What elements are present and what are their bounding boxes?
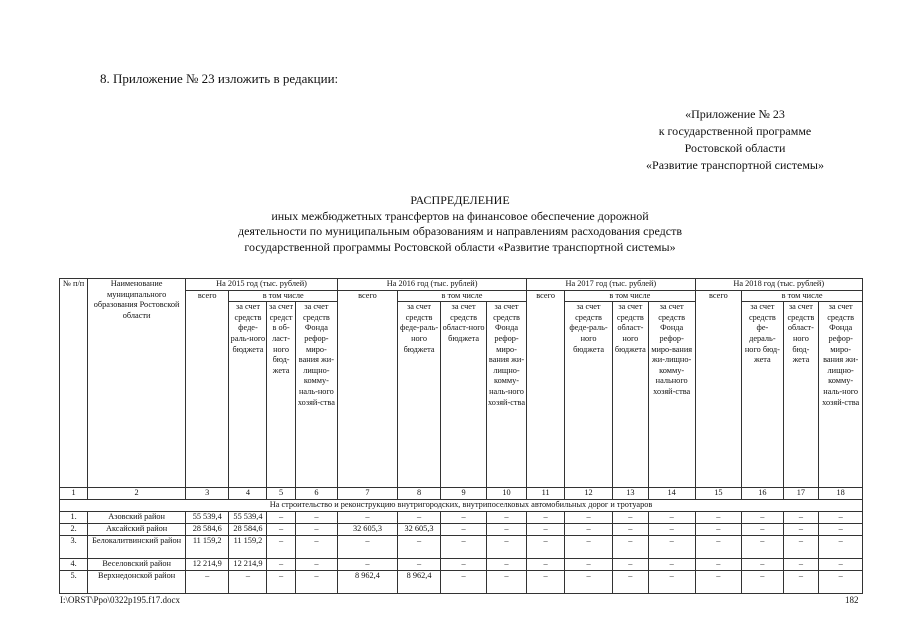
header-cell-including: в том числе (565, 290, 695, 302)
header-cell-including: в том числе (742, 290, 863, 302)
appendix-line: Ростовской области (684, 141, 786, 155)
value-cell: – (742, 524, 783, 536)
municipality-name-cell: Веселовский район (88, 559, 186, 571)
table-row (60, 512, 863, 524)
municipality-name-cell: Белокалитвинский район (88, 536, 186, 559)
value-cell: 28 584,6 (186, 524, 229, 536)
column-number: 1 (60, 488, 88, 500)
column-number: 14 (648, 488, 695, 500)
column-number-row (60, 488, 863, 500)
appendix-line: «Развитие транспортной системы» (646, 158, 824, 172)
value-cell: – (267, 559, 295, 571)
value-cell: – (527, 536, 565, 559)
value-cell: 12 214,9 (229, 559, 267, 571)
column-number: 3 (186, 488, 229, 500)
value-cell: 55 539,4 (229, 512, 267, 524)
section-row (60, 500, 863, 512)
value-cell: – (295, 524, 337, 536)
column-number: 4 (229, 488, 267, 500)
value-cell: – (565, 524, 613, 536)
value-cell: – (819, 536, 863, 559)
heading-line: деятельности по муниципальным образованиям и направлениям расходования средств (237, 224, 683, 238)
heading-title: РАСПРЕДЕЛЕНИЕ (410, 193, 510, 207)
value-cell: – (695, 536, 742, 559)
value-cell: – (397, 536, 440, 559)
value-cell: – (229, 571, 267, 594)
header-cell-year-2016: На 2016 год (тыс. рублей) (338, 279, 527, 291)
value-cell: – (441, 512, 487, 524)
value-cell: – (742, 536, 783, 559)
header-cell-year-2017: На 2017 год (тыс. рублей) (527, 279, 695, 291)
table-body (60, 512, 863, 594)
column-number: 8 (397, 488, 440, 500)
value-cell: – (565, 536, 613, 559)
header-row-years (60, 279, 863, 291)
row-number-cell: 4. (60, 559, 88, 571)
footer-page-number: 182 (845, 595, 859, 605)
header-cell-source: за счет средств фе-дераль-ного бюд-жета (742, 302, 783, 488)
table-row (60, 524, 863, 536)
value-cell: – (486, 559, 526, 571)
row-number-cell: 2. (60, 524, 88, 536)
appendix-reference (585, 106, 885, 174)
value-cell: – (648, 524, 695, 536)
value-cell: – (338, 536, 398, 559)
value-cell: – (527, 524, 565, 536)
value-cell: – (267, 571, 295, 594)
municipality-name-cell: Аксайский район (88, 524, 186, 536)
value-cell: – (648, 512, 695, 524)
document-heading (60, 193, 860, 255)
value-cell: – (648, 571, 695, 594)
value-cell: – (742, 512, 783, 524)
header-cell-source: за счет средств феде-раль-ного бюджета (397, 302, 440, 488)
value-cell: – (783, 536, 819, 559)
value-cell: – (527, 559, 565, 571)
value-cell: – (783, 571, 819, 594)
value-cell: – (819, 571, 863, 594)
value-cell: 32 605,3 (397, 524, 440, 536)
value-cell: 32 605,3 (338, 524, 398, 536)
value-cell: 12 214,9 (186, 559, 229, 571)
footer-file-path: I:\ORST\Ppo\0322p195.f17.docx (60, 595, 181, 605)
appendix-line: «Приложение № 23 (685, 107, 785, 121)
value-cell: – (486, 512, 526, 524)
column-number: 5 (267, 488, 295, 500)
value-cell: – (338, 512, 398, 524)
value-cell: – (695, 524, 742, 536)
header-cell-total: всего (338, 290, 398, 488)
value-cell: – (338, 559, 398, 571)
value-cell: – (648, 536, 695, 559)
header-cell-source: за счет средств област-ного бюд-жета (783, 302, 819, 488)
appendix-line: к государственной программе (658, 124, 812, 138)
column-number: 18 (819, 488, 863, 500)
header-cell-source: за счет средств феде-раль-ного бюджета (229, 302, 267, 488)
header-cell-total: всего (695, 290, 742, 488)
municipality-name-cell: Верхнедонской район (88, 571, 186, 594)
value-cell: – (295, 536, 337, 559)
value-cell: – (186, 571, 229, 594)
value-cell: – (695, 571, 742, 594)
value-cell: – (783, 524, 819, 536)
row-number-cell: 5. (60, 571, 88, 594)
row-number-cell: 3. (60, 536, 88, 559)
value-cell: – (565, 559, 613, 571)
table-row (60, 536, 863, 559)
value-cell: – (565, 571, 613, 594)
column-number: 10 (486, 488, 526, 500)
column-number: 7 (338, 488, 398, 500)
value-cell: – (819, 524, 863, 536)
value-cell: – (783, 512, 819, 524)
value-cell: – (397, 512, 440, 524)
section-title: На строительство и реконструкцию внутригородских, внутрипоселковых автомобильных дорог и тротуаров (60, 500, 863, 512)
column-number: 13 (612, 488, 648, 500)
value-cell: 11 159,2 (186, 536, 229, 559)
column-number: 9 (441, 488, 487, 500)
value-cell: – (648, 559, 695, 571)
heading-line: иных межбюджетных трансфертов на финансовое обеспечение дорожной (271, 208, 649, 223)
header-cell-source: за счет средств Фонда рефор-миро-вания жи-лищно-комму-нального хозяй-ства (648, 302, 695, 488)
value-cell: – (612, 571, 648, 594)
value-cell: 11 159,2 (229, 536, 267, 559)
municipality-name-cell: Азовский район (88, 512, 186, 524)
header-cell-source: за счет средств област-ного бюджета (441, 302, 487, 488)
heading-line: государственной программы Ростовской области «Развитие транспортной системы» (244, 239, 676, 254)
value-cell: – (527, 512, 565, 524)
header-cell-source: за счет средств феде-раль-ного бюджета (565, 302, 613, 488)
value-cell: – (565, 512, 613, 524)
value-cell: – (486, 536, 526, 559)
value-cell: – (295, 559, 337, 571)
table-row (60, 571, 863, 594)
header-cell-including: в том числе (229, 290, 338, 302)
value-cell: – (742, 571, 783, 594)
value-cell: – (486, 571, 526, 594)
column-number: 2 (88, 488, 186, 500)
column-number: 12 (565, 488, 613, 500)
header-cell-source: за счет средств Фонда рефор-миро-вания жи-лищно-комму-наль-ного хозяй-ства (486, 302, 526, 488)
row-number-cell: 1. (60, 512, 88, 524)
header-cell-total: всего (186, 290, 229, 488)
value-cell: – (441, 536, 487, 559)
value-cell: – (612, 512, 648, 524)
value-cell: – (695, 512, 742, 524)
value-cell: – (612, 524, 648, 536)
value-cell: – (819, 559, 863, 571)
column-number: 11 (527, 488, 565, 500)
value-cell: – (612, 536, 648, 559)
header-cell-source: за счет средств Фонда рефор-миро-вания жи-лищно-комму-наль-ного хозяй-ства (819, 302, 863, 488)
header-cell-name: Наименование муниципального образования Ростовской области (88, 279, 186, 488)
header-cell-source: за счет средств об-ласт-ного бюд-жета (267, 302, 295, 488)
distribution-table (59, 278, 863, 594)
header-cell-year-2015: На 2015 год (тыс. рублей) (186, 279, 338, 291)
value-cell: – (441, 524, 487, 536)
value-cell: – (441, 571, 487, 594)
value-cell: 8 962,4 (338, 571, 398, 594)
value-cell: – (486, 524, 526, 536)
value-cell: – (397, 559, 440, 571)
value-cell: 28 584,6 (229, 524, 267, 536)
column-number: 6 (295, 488, 337, 500)
value-cell: – (527, 571, 565, 594)
header-cell-total: всего (527, 290, 565, 488)
value-cell: – (295, 512, 337, 524)
value-cell: – (612, 559, 648, 571)
value-cell: – (819, 512, 863, 524)
value-cell: – (441, 559, 487, 571)
header-cell-including: в том числе (397, 290, 526, 302)
table-row (60, 559, 863, 571)
value-cell: – (783, 559, 819, 571)
intro-paragraph: 8. Приложение № 23 изложить в редакции: (100, 71, 339, 86)
header-cell-year-2018: На 2018 год (тыс. рублей) (695, 279, 862, 291)
column-number: 15 (695, 488, 742, 500)
value-cell: – (695, 559, 742, 571)
value-cell: – (295, 571, 337, 594)
value-cell: 8 962,4 (397, 571, 440, 594)
header-cell-source: за счет средств област-ного бюджета (612, 302, 648, 488)
value-cell: 55 539,4 (186, 512, 229, 524)
value-cell: – (267, 512, 295, 524)
column-number: 16 (742, 488, 783, 500)
header-cell-number: № п/п (60, 279, 88, 488)
value-cell: – (742, 559, 783, 571)
value-cell: – (267, 524, 295, 536)
value-cell: – (267, 536, 295, 559)
column-number: 17 (783, 488, 819, 500)
header-cell-source: за счет средств Фонда рефор-миро-вания жи-лищно-комму-наль-ного хозяй-ства (295, 302, 337, 488)
